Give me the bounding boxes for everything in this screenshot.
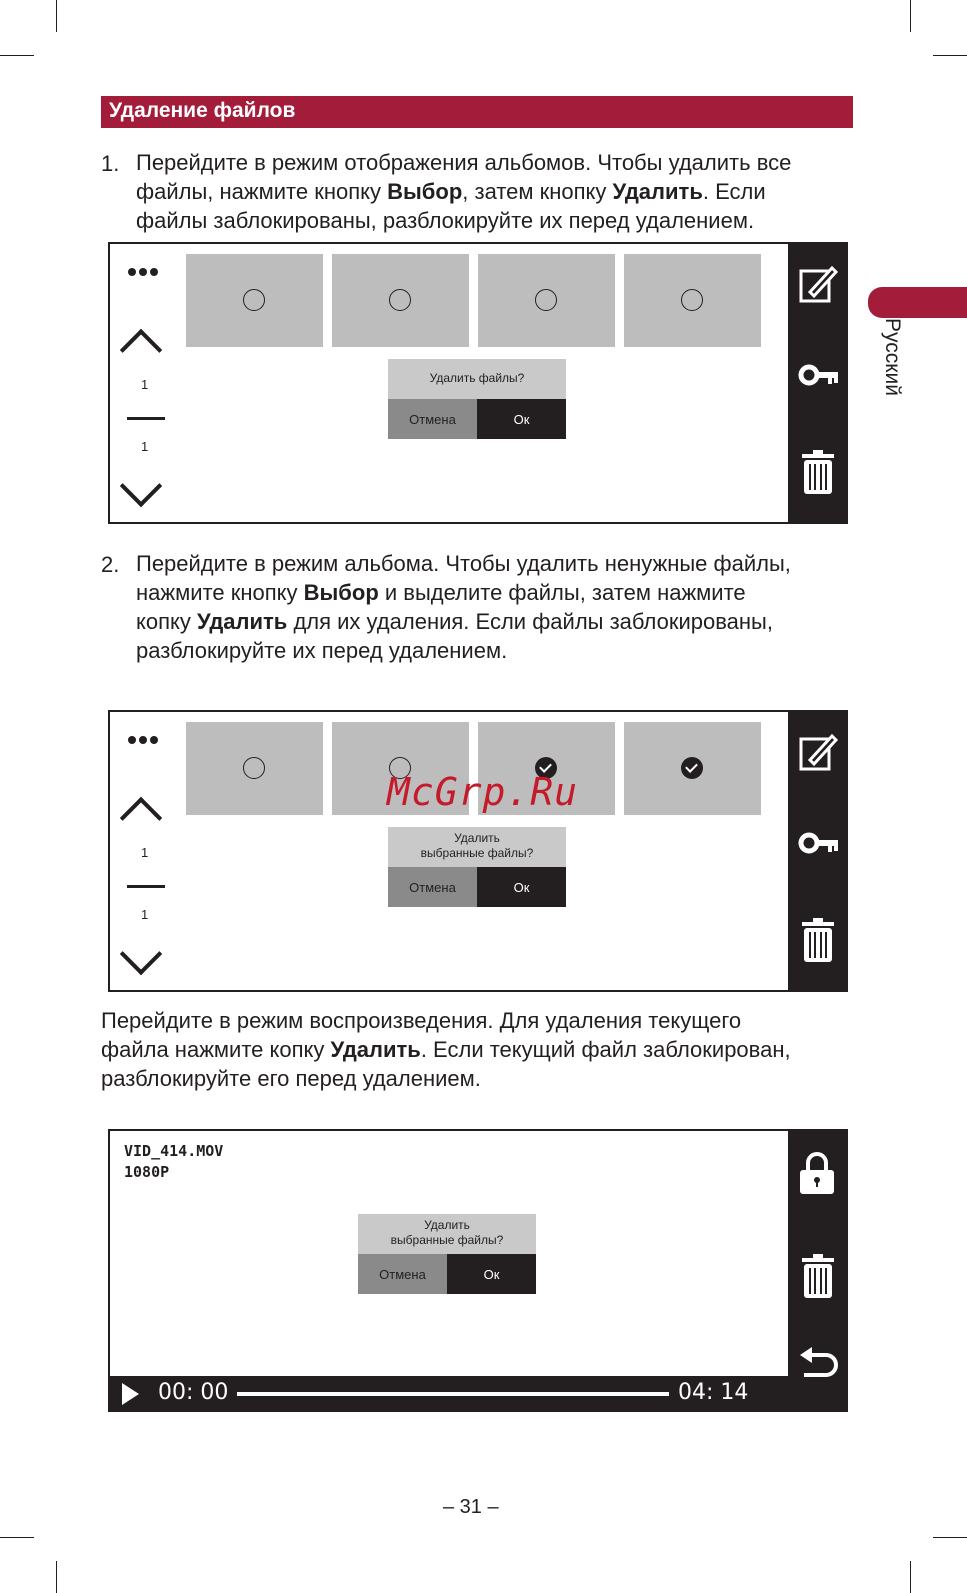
select-circle-icon[interactable]	[681, 289, 703, 311]
section-header	[101, 96, 853, 128]
more-icon[interactable]	[128, 736, 158, 744]
edit-icon[interactable]	[798, 262, 838, 306]
select-circle-icon[interactable]	[243, 289, 265, 311]
text-line: Перейдите в режим альбома. Чтобы удалить ненужные файлы,	[136, 551, 791, 576]
right-toolbar	[788, 1131, 846, 1410]
album-select-screen	[108, 710, 848, 992]
text-line: разблокируйте их перед удалением.	[136, 638, 508, 663]
watermark: McGrp.Ru	[387, 770, 579, 814]
ok-button[interactable]: Ок	[477, 399, 566, 439]
page-current: 1	[141, 377, 149, 392]
album-thumbnail[interactable]	[186, 254, 323, 347]
text-line: файлы заблокированы, разблокируйте их перед удалением.	[136, 208, 755, 233]
crop-mark	[0, 1537, 34, 1538]
ok-button[interactable]: Ок	[477, 867, 566, 907]
text-line: Перейдите в режим воспроизведения. Для удаления текущего	[101, 1008, 742, 1033]
crop-mark	[56, 0, 57, 32]
delete-selected-dialog	[358, 1214, 536, 1294]
right-toolbar	[788, 712, 846, 990]
section-title: Удаление файлов	[109, 99, 296, 122]
language-label-box	[868, 318, 908, 428]
crop-mark	[933, 55, 967, 56]
album-overview-screen	[108, 242, 848, 524]
play-icon[interactable]	[122, 1383, 139, 1405]
crop-mark	[910, 1561, 911, 1593]
album-thumbnail-selected[interactable]	[624, 722, 761, 815]
text-line: файлы, нажмите кнопку Выбор, затем кнопку Удалить. Если	[136, 179, 766, 204]
language-label: Русский	[881, 318, 904, 396]
lock-icon[interactable]	[798, 1151, 836, 1195]
dialog-question	[388, 827, 566, 867]
trash-icon[interactable]	[798, 449, 838, 497]
file-name: VID_414.MOV	[124, 1142, 224, 1160]
chevron-down-icon[interactable]	[120, 465, 162, 507]
text-line: нажмите кнопку Выбор и выделите файлы, затем нажмите	[136, 580, 746, 605]
album-thumbnail[interactable]	[478, 254, 615, 347]
crop-mark	[910, 0, 911, 32]
chevron-down-icon[interactable]	[120, 933, 162, 975]
page-total: 1	[141, 439, 149, 454]
key-icon[interactable]	[798, 830, 840, 856]
text-line: Перейдите в режим отображения альбомов. Чтобы удалить все	[136, 150, 792, 175]
back-icon[interactable]	[798, 1345, 840, 1381]
dialog-question-line: Удалить	[424, 1218, 470, 1232]
right-toolbar	[788, 244, 846, 522]
key-icon[interactable]	[798, 362, 840, 388]
progress-track[interactable]	[237, 1392, 669, 1396]
text-line: разблокируйте его перед удалением.	[101, 1066, 481, 1091]
step-number: 1.	[101, 151, 120, 176]
select-circle-icon[interactable]	[535, 289, 557, 311]
trash-icon[interactable]	[798, 1253, 838, 1301]
time-current: 00: 00	[158, 1380, 229, 1405]
album-thumbnail[interactable]	[624, 254, 761, 347]
dialog-question-line: выбранные файлы?	[420, 846, 534, 860]
more-icon[interactable]	[128, 268, 158, 276]
language-tab	[868, 287, 967, 318]
crop-mark	[0, 55, 34, 56]
album-thumbnail[interactable]	[332, 254, 469, 347]
text-line: копку Удалить для их удаления. Если файлы заблокированы,	[136, 609, 773, 634]
cancel-button[interactable]: Отмена	[358, 1254, 447, 1294]
playback-screen	[108, 1129, 848, 1412]
ok-button[interactable]: Ок	[447, 1254, 536, 1294]
delete-dialog	[388, 359, 566, 439]
step-number: 2.	[101, 552, 120, 577]
page-current: 1	[141, 845, 149, 860]
cancel-button[interactable]: Отмена	[388, 399, 477, 439]
step3-text	[101, 1006, 791, 1093]
checked-circle-icon[interactable]	[681, 757, 703, 779]
time-total: 04: 14	[678, 1380, 749, 1405]
select-circle-icon[interactable]	[389, 289, 411, 311]
crop-mark	[933, 1537, 967, 1538]
album-thumbnail[interactable]	[186, 722, 323, 815]
playback-bar	[110, 1376, 788, 1410]
dialog-question-line: Удалить	[454, 831, 500, 845]
page-total: 1	[141, 907, 149, 922]
dialog-question	[358, 1214, 536, 1254]
edit-icon[interactable]	[798, 730, 838, 774]
delete-selected-dialog	[388, 827, 566, 907]
page-divider	[127, 417, 165, 420]
dialog-question-line: выбранные файлы?	[390, 1233, 504, 1247]
trash-icon[interactable]	[798, 917, 838, 965]
step1-text	[136, 148, 791, 235]
text-line: файла нажмите копку Удалить. Если текущий файл заблокирован,	[101, 1037, 791, 1062]
chevron-up-icon[interactable]	[120, 797, 162, 839]
cancel-button[interactable]: Отмена	[388, 867, 477, 907]
dialog-question: Удалить файлы?	[388, 359, 566, 399]
crop-mark	[56, 1561, 57, 1593]
select-circle-icon[interactable]	[243, 757, 265, 779]
page-divider	[127, 885, 165, 888]
step2-text	[136, 549, 791, 665]
page-number: – 31 –	[443, 1496, 499, 1518]
file-resolution: 1080P	[124, 1163, 170, 1181]
chevron-up-icon[interactable]	[120, 329, 162, 371]
